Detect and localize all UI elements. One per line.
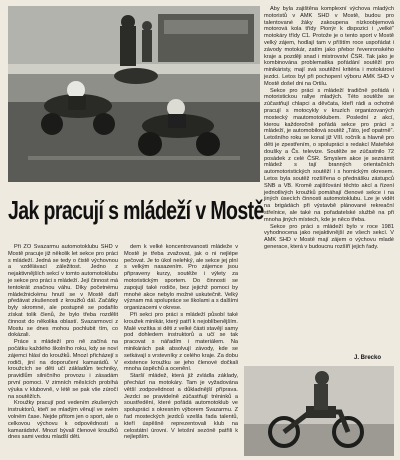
article-column-left: [8, 244, 118, 441]
paragraph: Práce s mládeží pro ně začíná na počátku každého školního roku, kdy se noví zájemci hlásí do kroužků. Mnozí přicházejí s rodiči, jiní na doporučení kamarádů. V kroužcích se děti učí základům techniky, pravidlům silničního provozu i zásadám první pomoci. V zimních měsících probíhá výuka v klubovně, v létě se pak vše zúročí na soutěžích.: [8, 339, 118, 400]
paragraph: Sekce pro práci s mládeží bylo v roce 1981 vyhodnocena jako nejaktivnější ze všech sekcí. V AMK SHD v Mostě mají zájem o výchovu mladé generace, která v budoucnu rozšíří jejich řady.: [264, 223, 394, 250]
paragraph: Aby byla zajištěna komplexní výchova mladých motoristů v AMK SHD v Mostě, budou pro talentované žáky zakoupena nízkoobjemová motorová kola třídy Pionýr k dispozici i „velké“ motokáry třídy C1. Protože je o tento sport v Mostě velký zájem, hodlají tam v příštím roce uspořádat i závody motokár, zatím jako přebor řevenronského kraje a později snad i mistrovství ČSR. Tak jako je kombinována problematika pořádání soutěží pro minikáristy, mají svá soutěžní kritéria i motokároví jezdci. Letos byl při pochopení výboru AMK SHD v Mostě došel dni na Ortilu.: [264, 6, 394, 87]
paragraph: Při ZO Svazarmu automotoklubu SHD v Mostě pracuje již několik let sekce pro práci s mládeží. Jedná se tedy o čistě výchovnou a vzdělávací záležitost. Jedno z nejaktivnějších sekcí v tomto automotoklubu je sekce pro práci s mládeží. Její činnost má tentokrát značnou váhu. Díky početnému mládežnickému hnutí se v Mostě daří předávat zkušenosti z kroužků dál. Začátky byly skromné, ale postupně se podařilo získat tolik členů, že bylo třeba rozdělit činnost do několika oblastí. Svazarmovci z Mostu se dnes mohou pochlubit tím, co dokázali.: [8, 244, 118, 339]
paragraph: Sekce pro práci s mládeží tradičně pořádá i motoristickou rallye mladých. Této soutěže se zúčastňují chlapci a děvčata, kteří rádi a ochotně pracují s motocykly v kruzích organizovaných mostecký mautomotoklubem. Poslední z akcí, kterou každoročně pořádá sekce pro práci s mládeží, je automobilová soutěž „Táto, jeď opatrně“. Letošního roku se konal již VIII. ročník a hlavně pro děti je zpestřením, o spolupráci s redakcí Mateřské doušky a Čs. televize. Soutěže se zúčastnilo 72 posádek z celé ČSR. Smyslem akce je seznámit mládež s tají branných orientačních automotoristických soutěží i s hornickým okresem. Letos byla soutěž rozšířena o přednášku zástupců SNB a VB. Kromě zajišťování těchto akcí a řízení jednotlivých kroužků pomáhají členové sekce i na jiných úsecích činnosti automotoklubu. Lze je vidět na brigádách při výstavbě plánované rekreační střelnice, ale také na pořadatelské službě na při mnoha jiných místech, kde je něco třeba.: [264, 87, 394, 223]
article-column-right: [264, 6, 394, 251]
minikart-race-photo: [8, 6, 260, 182]
minikart-race-illustration: [8, 6, 260, 182]
paragraph: Při sekci pro práci s mládeží působí také kroužek minikár, který patří k nejoblíbenějším. Malé vozítka si děti z velké části stavějí samy pod dohledem instruktorů a učí se tak pracovat s nářadím i materiálem. Na minikárách pak absolvují závody, kde se setkávají s vrstevníky z celého kraje. Za dobu existence kroužku se jeho členové dočkali mnoha úspěchů a ocenění.: [124, 311, 238, 373]
motorcycle-rider-illustration: [244, 366, 394, 456]
article-headline: Jak pracují s mládeží v Mostě: [8, 196, 264, 226]
author-signature: J. Brecko: [354, 355, 382, 361]
paragraph: dem k velké koncentrovanosti mládeže v Mostě je třeba zvažovat, jak o ni nejlépe pečovat. Je to úkol nelehký, ale sekce jej plní s velkým nasazením. Pro zájemce jsou připraveny kurzy, soutěže i výlety za motoristickým sportem. Do činnosti se zapojují také rodiče, bez jejichž pomoci by mnohé akce nebylo možné uskutečnit. Velký význam má spolupráce se školami a s dalšími organizacemi v okrese.: [124, 244, 238, 312]
article-column-middle: [124, 244, 238, 441]
paragraph: Starší mládež, která již zvládla základy, přechází na motokáry. Tam je vyžadována větší zodpovědnost a důkladnější příprava. Jezdci se pravidelně zúčastňují tréninků a soustředění, které pořádá automotoklub ve spolupráci s okresním výborem Svazarmu. Z řad mosteckých jezdců vzešla řada talentů, kteří úspěšně reprezentovali klub na celostátní úrovni. V letošní sezóně patřili k nejlepším.: [124, 373, 238, 441]
motorcycle-rider-photo: [244, 366, 394, 456]
paragraph: Kroužky pracují pod vedením zkušených instruktorů, kteří se mladým věnují ve svém volném čase. Nejde přitom jen o sport, ale o celkovou výchovu k odpovědnosti a kamarádství. Mnozí bývalí členové kroužků dnes sami vedou mladší děti.: [8, 400, 118, 441]
